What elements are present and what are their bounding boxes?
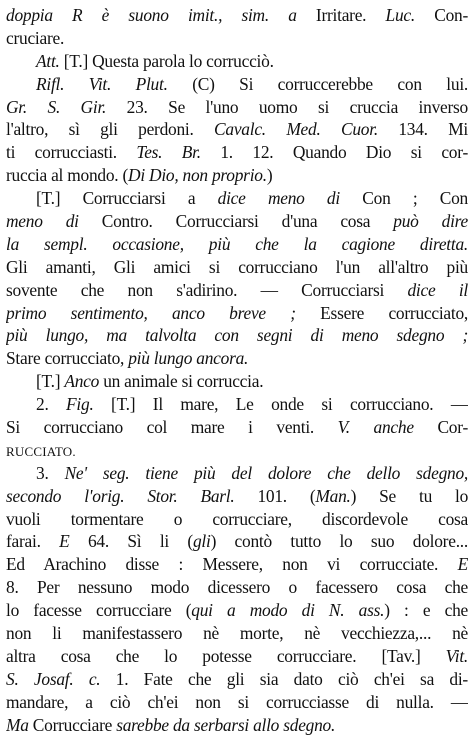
text-run: Gli amanti, Gli amici si corrucciano l'un all'altro più	[6, 256, 468, 277]
text-line	[6, 27, 468, 50]
text-run: [T.] Il mare, Le onde si corrucciano. —	[93, 394, 468, 415]
text-run: 8. Per nessuno modo dicessero o facessero cosa che	[6, 577, 468, 598]
text-run: vuoli tormentare o corrucciare, discordevole cosa	[6, 508, 468, 529]
text-run: Ed Arachino disse : Messere, non vi corrucciate.	[6, 554, 458, 575]
italic-text-run: Anco	[64, 371, 100, 392]
text-line	[6, 96, 468, 119]
text-line	[6, 393, 468, 416]
text-line	[6, 210, 468, 233]
italic-text-run: Man.	[315, 485, 351, 506]
italic-text-run: secondo l'orig. Stor. Barl.	[6, 485, 235, 506]
italic-text-run: Att.	[36, 50, 60, 71]
text-run: mandare, a ciò ch'ei non si corrucciasse di nulla. —	[6, 691, 468, 712]
text-line	[6, 233, 468, 256]
text-line	[6, 714, 468, 737]
text-line	[6, 141, 468, 164]
text-run: Con ; Con	[339, 188, 468, 209]
text-run: ) contò tutto lo suo dolore...	[210, 531, 468, 552]
text-line	[6, 370, 468, 393]
text-run: 1. Fate che gli sia dato ciò ch'ei sa di-	[100, 668, 468, 689]
text-run: ) : e che	[384, 600, 468, 621]
italic-text-run: primo sentimento, anco breve ;	[6, 302, 296, 323]
text-run: ti corrucciasti.	[6, 142, 137, 163]
text-run: Irritare.	[296, 5, 386, 25]
italic-text-run: Tes. Br.	[136, 142, 201, 163]
text-line	[6, 553, 468, 576]
text-run: farai.	[6, 531, 60, 552]
italic-text-run: Gr. S. Gir.	[6, 96, 107, 117]
text-line	[6, 347, 468, 370]
italic-text-run: può dire	[393, 211, 468, 232]
italic-text-run: qui a modo di N. ass.	[191, 600, 385, 621]
italic-text-run: più lungo ancora.	[128, 348, 249, 369]
italic-text-run: Ma	[6, 714, 29, 735]
text-run: Essere corrucciato,	[295, 302, 468, 323]
text-run: cruciare.	[6, 27, 65, 48]
text-line	[6, 645, 468, 668]
text-line	[6, 508, 468, 531]
italic-text-run: sarebbe da serbarsi allo sdegno.	[116, 714, 336, 735]
italic-text-run: E	[59, 531, 70, 552]
text-run: 2.	[36, 394, 67, 415]
italic-text-run: più lungo, ma talvolta con segni di meno sdegno ;	[6, 325, 468, 346]
text-line	[6, 73, 468, 96]
text-line	[6, 530, 468, 553]
text-line	[6, 324, 468, 347]
italic-text-run: Cavalc. Med. Cuor.	[214, 119, 378, 140]
text-run: Stare corrucciato,	[6, 348, 129, 369]
text-line	[6, 439, 468, 462]
text-line	[6, 256, 468, 279]
text-run: Cor-	[413, 417, 468, 438]
text-run: 23. Se l'uno uomo si cruccia inverso	[106, 96, 468, 117]
text-line	[6, 164, 468, 187]
text-run: 64. Sì li (	[69, 531, 193, 552]
text-line	[6, 599, 468, 622]
italic-text-run: S. Josaf. c.	[6, 668, 101, 689]
text-run: un animale si corruccia.	[99, 371, 264, 392]
text-line	[6, 416, 468, 439]
italic-text-run: doppia R è suono imit., sim. a	[6, 5, 297, 25]
text-line	[6, 668, 468, 691]
text-line	[6, 691, 468, 714]
italic-text-run: gli	[192, 531, 211, 552]
italic-text-run: Fig.	[66, 394, 94, 415]
italic-text-run: Luc.	[385, 5, 415, 25]
italic-text-run: Vit.	[445, 645, 468, 666]
italic-text-run: V. anche	[337, 417, 414, 438]
text-run: [T.] Corrucciarsi a	[36, 188, 218, 209]
text-line	[6, 622, 468, 645]
text-line	[6, 279, 468, 302]
text-line	[6, 485, 468, 508]
text-run: altra cosa che lo potesse corrucciare. [Tav.]	[6, 645, 446, 666]
text-run: Contro. Corrucciarsi d'una cosa	[78, 211, 394, 232]
text-run: 1. 12. Quando Dio si cor-	[200, 142, 468, 163]
text-run: Si corrucciano col mare i venti.	[6, 417, 338, 438]
italic-text-run: E	[457, 554, 468, 575]
text-run: ) Se tu lo	[350, 485, 468, 506]
text-run: lo facesse corrucciare (	[6, 600, 192, 621]
text-line	[6, 462, 468, 485]
italic-text-run: meno di	[6, 211, 79, 232]
italic-text-run: Rifl. Vit. Plut.	[36, 73, 168, 94]
text-line	[6, 302, 468, 325]
text-line	[6, 576, 468, 599]
text-run: (C) Si corruccerebbe con lui.	[167, 73, 468, 94]
text-run: 101. (	[234, 485, 316, 506]
italic-text-run: Ne' seg. tiene più del dolore che dello sdegno,	[64, 462, 468, 483]
italic-text-run: dice meno di	[217, 188, 340, 209]
text-run: [T.]	[36, 371, 65, 392]
text-line	[6, 187, 468, 210]
italic-text-run: la sempl. occasione, più che la cagione diretta.	[6, 233, 468, 254]
text-run: RUCCIATO.	[6, 443, 76, 459]
text-run: sovente che non s'adirino. — Corrucciarsi	[6, 279, 408, 300]
text-line	[6, 118, 468, 141]
text-run: l'altro, sì gli perdoni.	[6, 119, 215, 140]
text-run: ruccia al mondo. (	[6, 165, 129, 186]
text-run: Corrucciare	[28, 714, 117, 735]
italic-text-run: dice il	[407, 279, 468, 300]
text-run: 134. Mi	[377, 119, 468, 140]
text-line	[6, 4, 468, 27]
italic-text-run: Di Dio, non proprio.	[128, 165, 267, 186]
text-run: )	[266, 165, 273, 186]
text-run: 3.	[36, 462, 65, 483]
text-run: [T.] Questa parola lo corrucciò.	[59, 50, 274, 71]
text-run: non li manifestassero nè morte, nè vecchiezza,... nè	[6, 623, 468, 644]
dictionary-entry-text	[6, 4, 468, 735]
text-run: Con-	[414, 5, 468, 25]
text-line	[6, 50, 468, 73]
